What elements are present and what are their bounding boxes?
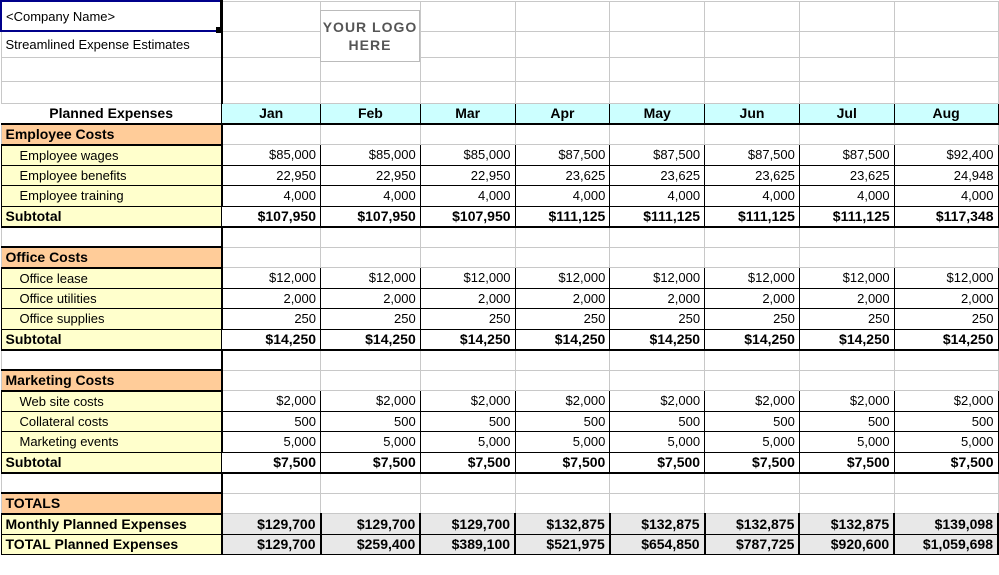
cell[interactable] xyxy=(222,124,321,145)
cell[interactable] xyxy=(799,31,894,57)
cell[interactable] xyxy=(610,57,705,81)
cell[interactable] xyxy=(894,124,998,145)
cell[interactable] xyxy=(222,57,321,81)
sub-row xyxy=(1,329,998,350)
line-item-value[interactable]: 250 xyxy=(894,309,998,330)
line-item-value[interactable]: $2,000 xyxy=(705,391,800,412)
cell[interactable] xyxy=(705,370,800,391)
cell[interactable] xyxy=(222,81,321,103)
cell[interactable] xyxy=(1,350,222,371)
line-item-value[interactable]: 4,000 xyxy=(799,186,894,207)
cell[interactable] xyxy=(610,247,705,268)
totals-value[interactable]: $129,700 xyxy=(420,514,515,535)
item-row xyxy=(1,391,998,412)
cell[interactable] xyxy=(321,124,421,145)
totals-label[interactable]: TOTAL Planned Expenses xyxy=(1,534,222,555)
cell[interactable] xyxy=(799,57,894,81)
subtotal-value[interactable]: $107,950 xyxy=(321,206,421,227)
subtotal-label[interactable]: Subtotal xyxy=(1,206,222,227)
cell[interactable] xyxy=(515,1,610,31)
totals-value[interactable]: $132,875 xyxy=(799,514,894,535)
item-row xyxy=(1,288,998,309)
cell[interactable] xyxy=(321,370,421,391)
item-row xyxy=(1,411,998,432)
totals-value[interactable]: $787,725 xyxy=(705,534,800,555)
cell[interactable] xyxy=(420,57,515,81)
subtotal-value[interactable]: $107,950 xyxy=(222,206,321,227)
line-item-value[interactable]: 250 xyxy=(420,309,515,330)
subtotal-value[interactable]: $7,500 xyxy=(321,452,421,473)
line-item-value[interactable]: 250 xyxy=(705,309,800,330)
line-item-value[interactable]: $12,000 xyxy=(321,268,421,289)
line-item-value[interactable]: 22,950 xyxy=(321,165,421,186)
cell[interactable] xyxy=(799,473,894,494)
subtotal-value[interactable]: $14,250 xyxy=(222,329,321,350)
line-item-value[interactable]: $12,000 xyxy=(222,268,321,289)
cell[interactable] xyxy=(420,227,515,248)
cell[interactable] xyxy=(894,247,998,268)
cell[interactable] xyxy=(321,493,421,514)
sub-row xyxy=(1,206,998,227)
blank-row xyxy=(1,227,998,248)
cell[interactable] xyxy=(894,31,998,57)
line-item-label[interactable]: Employee benefits xyxy=(1,165,222,186)
sec-row xyxy=(1,124,998,145)
cell[interactable] xyxy=(610,493,705,514)
cell[interactable] xyxy=(321,473,421,494)
line-item-value[interactable]: 250 xyxy=(799,309,894,330)
cell[interactable] xyxy=(321,81,421,103)
cell[interactable] xyxy=(799,124,894,145)
line-item-value[interactable]: 24,948 xyxy=(894,165,998,186)
planned-expenses-header[interactable]: Planned Expenses xyxy=(1,103,222,124)
line-item-value[interactable]: 4,000 xyxy=(515,186,610,207)
line-item-value[interactable]: 500 xyxy=(894,411,998,432)
line-item-value[interactable]: 250 xyxy=(610,309,705,330)
line-item-value[interactable]: 5,000 xyxy=(321,432,421,453)
line-item-label[interactable]: Employee wages xyxy=(1,145,222,166)
blank-row xyxy=(1,473,998,494)
cell[interactable] xyxy=(420,370,515,391)
cell[interactable] xyxy=(515,57,610,81)
cell[interactable] xyxy=(610,350,705,371)
line-item-value[interactable]: $2,000 xyxy=(799,391,894,412)
cell[interactable] xyxy=(799,247,894,268)
subtotal-value[interactable]: $14,250 xyxy=(515,329,610,350)
totals-value[interactable]: $920,600 xyxy=(799,534,894,555)
month-header-may[interactable]: May xyxy=(610,103,705,124)
cell[interactable] xyxy=(321,227,421,248)
line-item-label[interactable]: Employee training xyxy=(1,186,222,207)
line-item-value[interactable]: $87,500 xyxy=(515,145,610,166)
cell[interactable] xyxy=(610,1,705,31)
line-item-value[interactable]: 4,000 xyxy=(222,186,321,207)
line-item-value[interactable]: 2,000 xyxy=(799,288,894,309)
totals-value[interactable]: $129,700 xyxy=(321,514,421,535)
cell[interactable] xyxy=(705,31,800,57)
item-row xyxy=(1,186,998,207)
cell[interactable] xyxy=(610,31,705,57)
totals-value[interactable]: $132,875 xyxy=(515,514,610,535)
cell[interactable] xyxy=(515,350,610,371)
line-item-value[interactable]: $2,000 xyxy=(610,391,705,412)
line-item-value[interactable]: 500 xyxy=(321,411,421,432)
cell[interactable] xyxy=(420,124,515,145)
cell[interactable] xyxy=(420,81,515,103)
totals-value[interactable]: $129,700 xyxy=(222,534,321,555)
cell[interactable] xyxy=(610,473,705,494)
cell[interactable] xyxy=(222,493,321,514)
subtotal-label[interactable]: Subtotal xyxy=(1,452,222,473)
cell[interactable] xyxy=(799,493,894,514)
line-item-value[interactable]: 4,000 xyxy=(321,186,421,207)
cell[interactable] xyxy=(705,247,800,268)
line-item-value[interactable]: 5,000 xyxy=(610,432,705,453)
cell[interactable] xyxy=(321,247,421,268)
cell[interactable] xyxy=(420,31,515,57)
cell[interactable] xyxy=(894,493,998,514)
cell[interactable] xyxy=(420,247,515,268)
line-item-label[interactable]: Collateral costs xyxy=(1,411,222,432)
line-item-value[interactable]: $12,000 xyxy=(420,268,515,289)
fill-handle[interactable] xyxy=(216,27,222,33)
line-item-label[interactable]: Office utilities xyxy=(1,288,222,309)
cell[interactable] xyxy=(1,81,222,103)
line-item-value[interactable]: $12,000 xyxy=(610,268,705,289)
line-item-value[interactable]: $2,000 xyxy=(321,391,421,412)
cell[interactable] xyxy=(705,473,800,494)
cell[interactable] xyxy=(610,227,705,248)
line-item-value[interactable]: $85,000 xyxy=(321,145,421,166)
subtotal-value[interactable]: $111,125 xyxy=(705,206,800,227)
subtotal-value[interactable]: $117,348 xyxy=(894,206,998,227)
cell[interactable] xyxy=(222,473,321,494)
cell[interactable] xyxy=(515,370,610,391)
cell[interactable] xyxy=(610,370,705,391)
month-header-jan[interactable]: Jan xyxy=(222,103,321,124)
subtotal-label[interactable]: Subtotal xyxy=(1,329,222,350)
logo-text-line1: YOUR LOGO xyxy=(322,19,418,35)
cell[interactable] xyxy=(420,350,515,371)
line-item-value[interactable]: $12,000 xyxy=(705,268,800,289)
cell[interactable] xyxy=(515,493,610,514)
cell[interactable] xyxy=(894,227,998,248)
cell[interactable] xyxy=(515,81,610,103)
line-item-value[interactable]: 23,625 xyxy=(515,165,610,186)
line-item-value[interactable]: $87,500 xyxy=(799,145,894,166)
line-item-value[interactable]: 500 xyxy=(799,411,894,432)
cell[interactable] xyxy=(1,473,222,494)
cell[interactable] xyxy=(222,350,321,371)
line-item-label[interactable]: Office supplies xyxy=(1,309,222,330)
subtotal-value[interactable]: $111,125 xyxy=(515,206,610,227)
cell[interactable] xyxy=(799,370,894,391)
cell[interactable] xyxy=(222,31,321,57)
subtotal-value[interactable]: $7,500 xyxy=(894,452,998,473)
cell[interactable] xyxy=(705,350,800,371)
line-item-value[interactable]: 23,625 xyxy=(799,165,894,186)
cell[interactable] xyxy=(799,1,894,31)
cell[interactable] xyxy=(705,124,800,145)
line-item-label[interactable]: Web site costs xyxy=(1,391,222,412)
line-item-value[interactable]: 4,000 xyxy=(420,186,515,207)
line-item-value[interactable]: 2,000 xyxy=(705,288,800,309)
cell[interactable] xyxy=(799,227,894,248)
line-item-value[interactable]: 250 xyxy=(321,309,421,330)
line-item-value[interactable]: 500 xyxy=(420,411,515,432)
line-item-value[interactable]: $87,500 xyxy=(705,145,800,166)
sec-row xyxy=(1,247,998,268)
item-row xyxy=(1,309,998,330)
subtotal-value[interactable]: $14,250 xyxy=(610,329,705,350)
line-item-value[interactable]: 2,000 xyxy=(894,288,998,309)
totals-value[interactable]: $1,059,698 xyxy=(894,534,998,555)
line-item-label[interactable]: Office lease xyxy=(1,268,222,289)
sub-row xyxy=(1,452,998,473)
sec-row xyxy=(1,370,998,391)
month-header-mar[interactable]: Mar xyxy=(420,103,515,124)
cell[interactable] xyxy=(894,81,998,103)
totals-value[interactable]: $132,875 xyxy=(705,514,800,535)
subtitle-cell[interactable]: Streamlined Expense Estimates xyxy=(1,31,222,57)
line-item-value[interactable]: 5,000 xyxy=(894,432,998,453)
cell[interactable] xyxy=(515,473,610,494)
subtotal-value[interactable]: $14,250 xyxy=(705,329,800,350)
line-item-value[interactable]: 5,000 xyxy=(799,432,894,453)
line-item-value[interactable]: 23,625 xyxy=(705,165,800,186)
item-row xyxy=(1,432,998,453)
subtotal-value[interactable]: $111,125 xyxy=(799,206,894,227)
subtotal-value[interactable]: $7,500 xyxy=(515,452,610,473)
tot-row xyxy=(1,534,998,555)
line-item-value[interactable]: 2,000 xyxy=(515,288,610,309)
cell[interactable] xyxy=(515,227,610,248)
logo-placeholder[interactable] xyxy=(320,10,420,62)
item-row xyxy=(1,145,998,166)
section-title[interactable]: Employee Costs xyxy=(1,124,222,145)
line-item-value[interactable]: $2,000 xyxy=(894,391,998,412)
line-item-value[interactable]: 5,000 xyxy=(705,432,800,453)
line-item-value[interactable]: $12,000 xyxy=(894,268,998,289)
cell[interactable] xyxy=(1,57,222,81)
line-item-value[interactable]: 5,000 xyxy=(515,432,610,453)
line-item-value[interactable]: 2,000 xyxy=(610,288,705,309)
line-item-value[interactable]: $85,000 xyxy=(420,145,515,166)
subtotal-value[interactable]: $7,500 xyxy=(420,452,515,473)
cell[interactable] xyxy=(610,81,705,103)
subtotal-value[interactable]: $107,950 xyxy=(420,206,515,227)
subtotal-value[interactable]: $14,250 xyxy=(894,329,998,350)
cell[interactable] xyxy=(705,1,800,31)
line-item-value[interactable]: 500 xyxy=(610,411,705,432)
cell[interactable] xyxy=(799,81,894,103)
totals-value[interactable]: $139,098 xyxy=(894,514,998,535)
totals-value[interactable]: $129,700 xyxy=(222,514,321,535)
cell[interactable] xyxy=(321,350,421,371)
section-title[interactable]: Marketing Costs xyxy=(1,370,222,391)
line-item-value[interactable]: $12,000 xyxy=(799,268,894,289)
line-item-value[interactable]: $87,500 xyxy=(610,145,705,166)
line-item-value[interactable]: $85,000 xyxy=(222,145,321,166)
line-item-value[interactable]: 2,000 xyxy=(321,288,421,309)
cell[interactable] xyxy=(1,227,222,248)
month-header-aug[interactable]: Aug xyxy=(894,103,998,124)
cell[interactable] xyxy=(515,247,610,268)
company-name-cell[interactable]: <Company Name> xyxy=(1,1,222,31)
cell[interactable] xyxy=(515,31,610,57)
subtotal-value[interactable]: $14,250 xyxy=(799,329,894,350)
cell[interactable] xyxy=(222,227,321,248)
line-item-value[interactable]: $2,000 xyxy=(222,391,321,412)
tot-row xyxy=(1,514,998,535)
totals-title[interactable]: TOTALS xyxy=(1,493,222,514)
line-item-value[interactable]: 250 xyxy=(222,309,321,330)
cell[interactable] xyxy=(705,493,800,514)
cell[interactable] xyxy=(894,473,998,494)
line-item-value[interactable]: $92,400 xyxy=(894,145,998,166)
subtotal-value[interactable]: $14,250 xyxy=(321,329,421,350)
cell[interactable] xyxy=(894,1,998,31)
totals-value[interactable]: $259,400 xyxy=(321,534,421,555)
line-item-value[interactable]: 500 xyxy=(705,411,800,432)
subtotal-value[interactable]: $111,125 xyxy=(610,206,705,227)
month-header-jun[interactable]: Jun xyxy=(705,103,800,124)
line-item-value[interactable]: $12,000 xyxy=(515,268,610,289)
line-item-label[interactable]: Marketing events xyxy=(1,432,222,453)
line-item-value[interactable]: 4,000 xyxy=(610,186,705,207)
section-title[interactable]: Office Costs xyxy=(1,247,222,268)
cell[interactable] xyxy=(894,350,998,371)
totals-value[interactable]: $389,100 xyxy=(420,534,515,555)
cell[interactable] xyxy=(420,473,515,494)
cell[interactable] xyxy=(799,350,894,371)
cell[interactable] xyxy=(420,493,515,514)
line-item-value[interactable]: 250 xyxy=(515,309,610,330)
line-item-value[interactable]: 500 xyxy=(515,411,610,432)
cell[interactable] xyxy=(705,81,800,103)
month-header-feb[interactable]: Feb xyxy=(321,103,421,124)
totals-value[interactable]: $654,850 xyxy=(610,534,705,555)
subtotal-value[interactable]: $14,250 xyxy=(420,329,515,350)
sec-row xyxy=(1,493,998,514)
line-item-value[interactable]: $2,000 xyxy=(420,391,515,412)
totals-value[interactable]: $132,875 xyxy=(610,514,705,535)
cell[interactable] xyxy=(222,247,321,268)
line-item-value[interactable]: 22,950 xyxy=(420,165,515,186)
cell[interactable] xyxy=(894,57,998,81)
subtotal-value[interactable]: $7,500 xyxy=(222,452,321,473)
month-header-apr[interactable]: Apr xyxy=(515,103,610,124)
line-item-value[interactable]: 500 xyxy=(222,411,321,432)
line-item-value[interactable]: 2,000 xyxy=(222,288,321,309)
line-item-value[interactable]: 22,950 xyxy=(222,165,321,186)
line-item-value[interactable]: 5,000 xyxy=(420,432,515,453)
totals-value[interactable]: $521,975 xyxy=(515,534,610,555)
line-item-value[interactable]: 2,000 xyxy=(420,288,515,309)
line-item-value[interactable]: 23,625 xyxy=(610,165,705,186)
logo-text-line2: HERE xyxy=(348,37,392,53)
totals-label[interactable]: Monthly Planned Expenses xyxy=(1,514,222,535)
subtotal-value[interactable]: $7,500 xyxy=(610,452,705,473)
cell[interactable] xyxy=(705,227,800,248)
cell[interactable] xyxy=(610,124,705,145)
cell[interactable] xyxy=(222,370,321,391)
cell[interactable] xyxy=(222,1,321,31)
cell[interactable] xyxy=(894,370,998,391)
item-row xyxy=(1,165,998,186)
item-row xyxy=(1,268,998,289)
line-item-value[interactable]: $2,000 xyxy=(515,391,610,412)
subtotal-value[interactable]: $7,500 xyxy=(799,452,894,473)
month-header-jul[interactable]: Jul xyxy=(799,103,894,124)
line-item-value[interactable]: 4,000 xyxy=(894,186,998,207)
blank-row xyxy=(1,350,998,371)
cell[interactable] xyxy=(705,57,800,81)
subtotal-value[interactable]: $7,500 xyxy=(705,452,800,473)
cell[interactable] xyxy=(420,1,515,31)
line-item-value[interactable]: 5,000 xyxy=(222,432,321,453)
cell[interactable] xyxy=(515,124,610,145)
line-item-value[interactable]: 4,000 xyxy=(705,186,800,207)
